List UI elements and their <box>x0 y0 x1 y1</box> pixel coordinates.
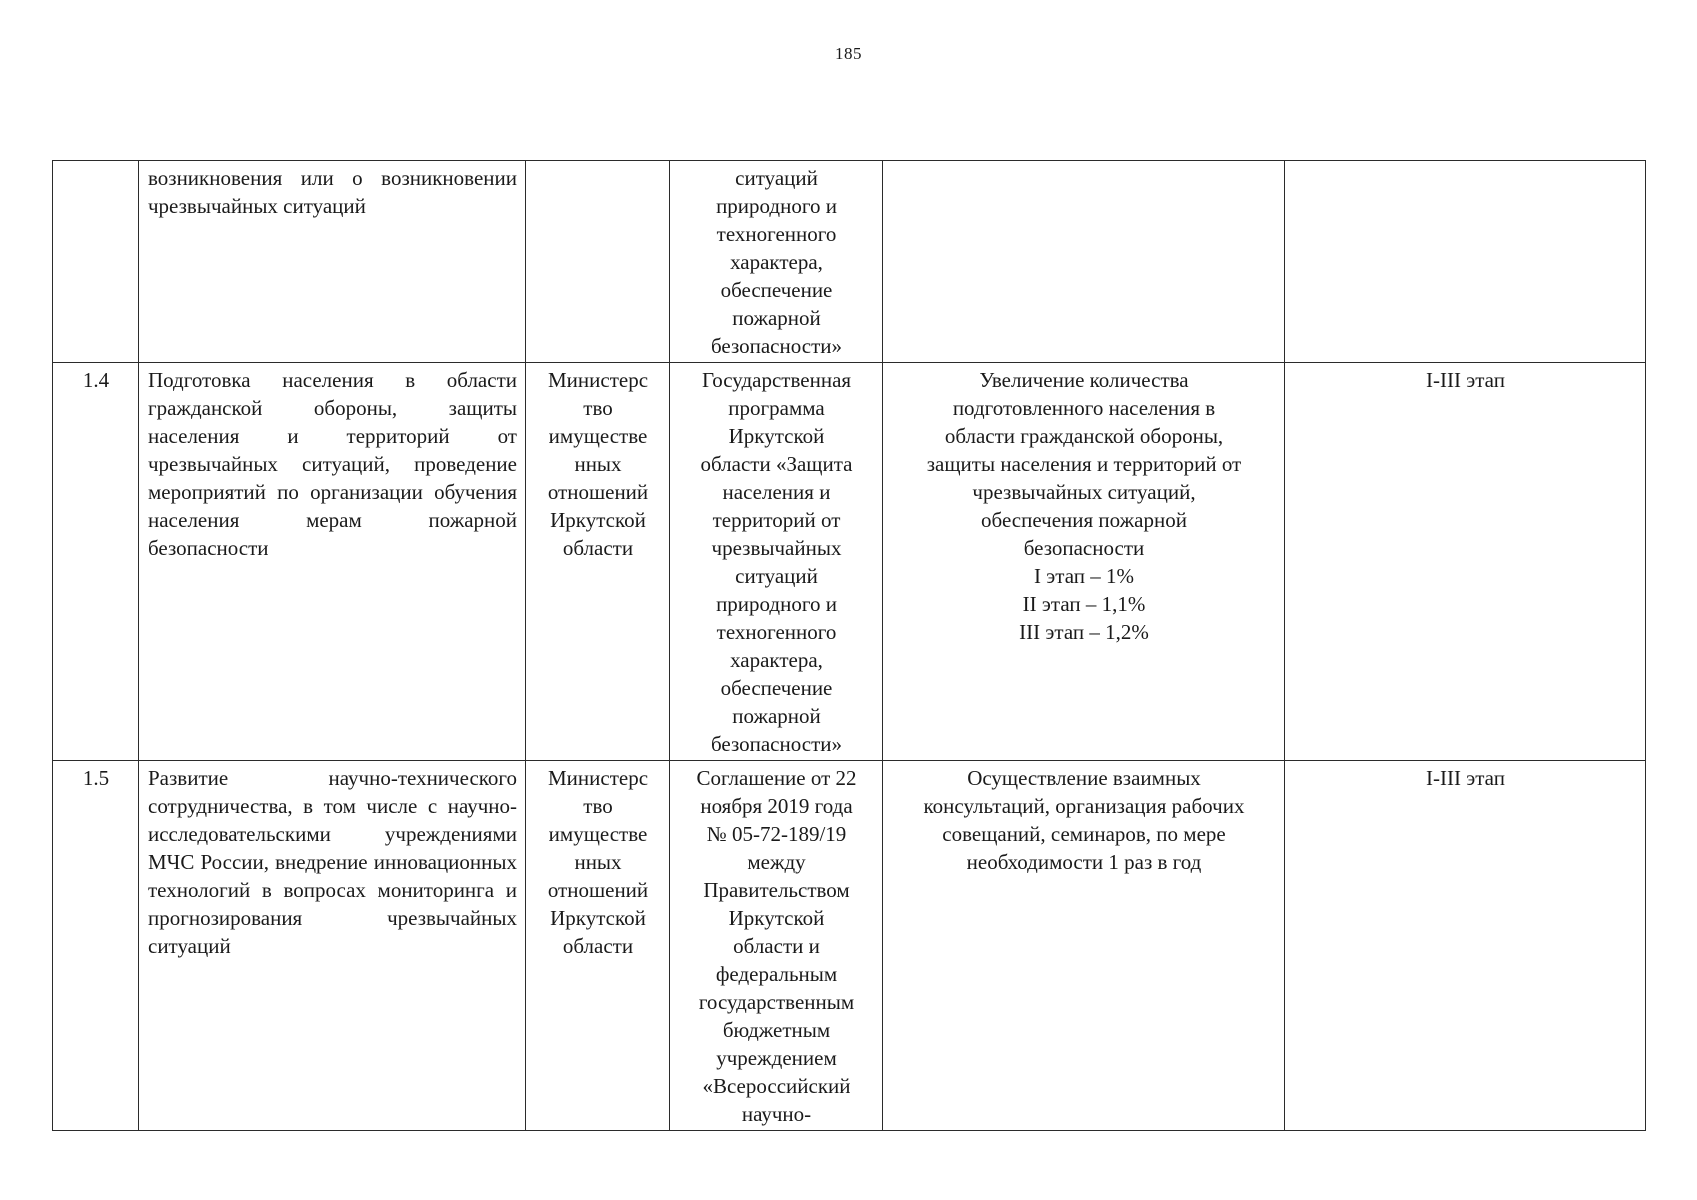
executor-line: нных <box>574 452 622 476</box>
row-number: 1.4 <box>53 363 139 761</box>
row-number <box>53 161 139 363</box>
row-number: 1.5 <box>53 761 139 1131</box>
basis-line: пожарной <box>732 306 821 330</box>
result-line: обеспечения пожарной <box>981 508 1187 532</box>
basis-line: государственным <box>698 990 855 1014</box>
basis-line: обеспечение <box>720 278 833 302</box>
basis-document <box>670 161 883 363</box>
basis-line: природного и <box>716 194 837 218</box>
basis-line: учреждением <box>716 1046 837 1070</box>
result-line: защиты населения и территорий от <box>926 452 1242 476</box>
basis-line: техногенного <box>716 620 837 644</box>
table-row <box>53 363 1646 761</box>
stage <box>1285 161 1646 363</box>
basis-line: научно- <box>741 1102 812 1126</box>
measure-description: Развитие научно-технического сотрудничества, в том числе с научно-исследовательскими учреждениями МЧС России, внедрение инновационных технологий в вопросах мониторинга и прогнозирования чрезвычайных ситуаций <box>139 761 526 1131</box>
result-line: необходимости 1 раз в год <box>966 850 1202 874</box>
basis-line: области «Защита <box>700 452 853 476</box>
basis-line: «Всероссийский <box>702 1074 851 1098</box>
result-line: консультаций, организация рабочих <box>923 794 1245 818</box>
result-line: II этап – 1,1% <box>1022 592 1146 616</box>
executor <box>526 161 670 363</box>
basis-line: безопасности» <box>710 732 843 756</box>
basis-document <box>670 761 883 1131</box>
basis-line: Государственная <box>701 368 852 392</box>
measure-description: возникновения или о возникновении чрезвычайных ситуаций <box>139 161 526 363</box>
basis-line: пожарной <box>732 704 821 728</box>
basis-line: безопасности» <box>710 334 843 358</box>
executor-line: имуществе <box>548 424 648 448</box>
executor-line: нных <box>574 850 622 874</box>
executor-line: имуществе <box>548 822 648 846</box>
basis-line: характера, <box>730 648 823 672</box>
executor-line: Иркутской <box>550 508 646 532</box>
result-line: чрезвычайных ситуаций, <box>972 480 1196 504</box>
basis-line: природного и <box>716 592 837 616</box>
executor <box>526 761 670 1131</box>
basis-line: населения и <box>722 480 831 504</box>
executor <box>526 363 670 761</box>
basis-line: № 05-72-189/19 <box>706 822 847 846</box>
basis-line: обеспечение <box>720 676 833 700</box>
basis-line: области и <box>733 934 820 958</box>
result-line: совещаний, семинаров, по мере <box>942 822 1226 846</box>
basis-line: ситуаций <box>735 166 818 190</box>
result-line: I этап – 1% <box>1034 564 1134 588</box>
basis-line: Иркутской <box>728 906 825 930</box>
basis-line: федеральным <box>715 962 838 986</box>
basis-line: Соглашение от 22 <box>696 766 857 790</box>
basis-line: ситуаций <box>735 564 818 588</box>
result-line: III этап – 1,2% <box>1019 620 1149 644</box>
basis-line: чрезвычайных <box>711 536 842 560</box>
executor-line: Иркутской <box>550 906 646 930</box>
executor-line: области <box>562 934 634 958</box>
executor-line: Министерс <box>547 766 649 790</box>
result-line: Увеличение количества <box>979 368 1189 392</box>
stage: I-III этап <box>1285 363 1646 761</box>
result-line: Осуществление взаимных <box>967 766 1201 790</box>
table-row <box>53 761 1646 1131</box>
result-line: безопасности <box>1023 536 1145 560</box>
basis-line: программа <box>728 396 825 420</box>
executor-line: тво <box>583 396 613 420</box>
basis-line: Правительством <box>703 878 850 902</box>
basis-document <box>670 363 883 761</box>
table-row <box>53 161 1646 363</box>
stage: I-III этап <box>1285 761 1646 1131</box>
measure-description: Подготовка населения в области гражданской обороны, защиты населения и территорий от чрезвычайных ситуаций, проведение мероприятий по организации обучения населения мерам пожарной безопасности <box>139 363 526 761</box>
page-number: 185 <box>835 44 862 63</box>
basis-line: ноября 2019 года <box>700 794 853 818</box>
executor-line: тво <box>583 794 613 818</box>
basis-line: между <box>747 850 806 874</box>
executor-line: области <box>562 536 634 560</box>
result-line: области гражданской обороны, <box>944 424 1224 448</box>
expected-result <box>883 761 1285 1131</box>
result-line: подготовленного населения в <box>952 396 1216 420</box>
expected-result <box>883 161 1285 363</box>
executor-line: отношений <box>547 878 649 902</box>
basis-line: бюджетным <box>722 1018 831 1042</box>
measures-table <box>52 160 1646 1131</box>
expected-result <box>883 363 1285 761</box>
basis-line: территорий от <box>712 508 841 532</box>
basis-line: техногенного <box>716 222 837 246</box>
executor-line: Министерс <box>547 368 649 392</box>
basis-line: Иркутской <box>728 424 825 448</box>
basis-line: характера, <box>730 250 823 274</box>
executor-line: отношений <box>547 480 649 504</box>
